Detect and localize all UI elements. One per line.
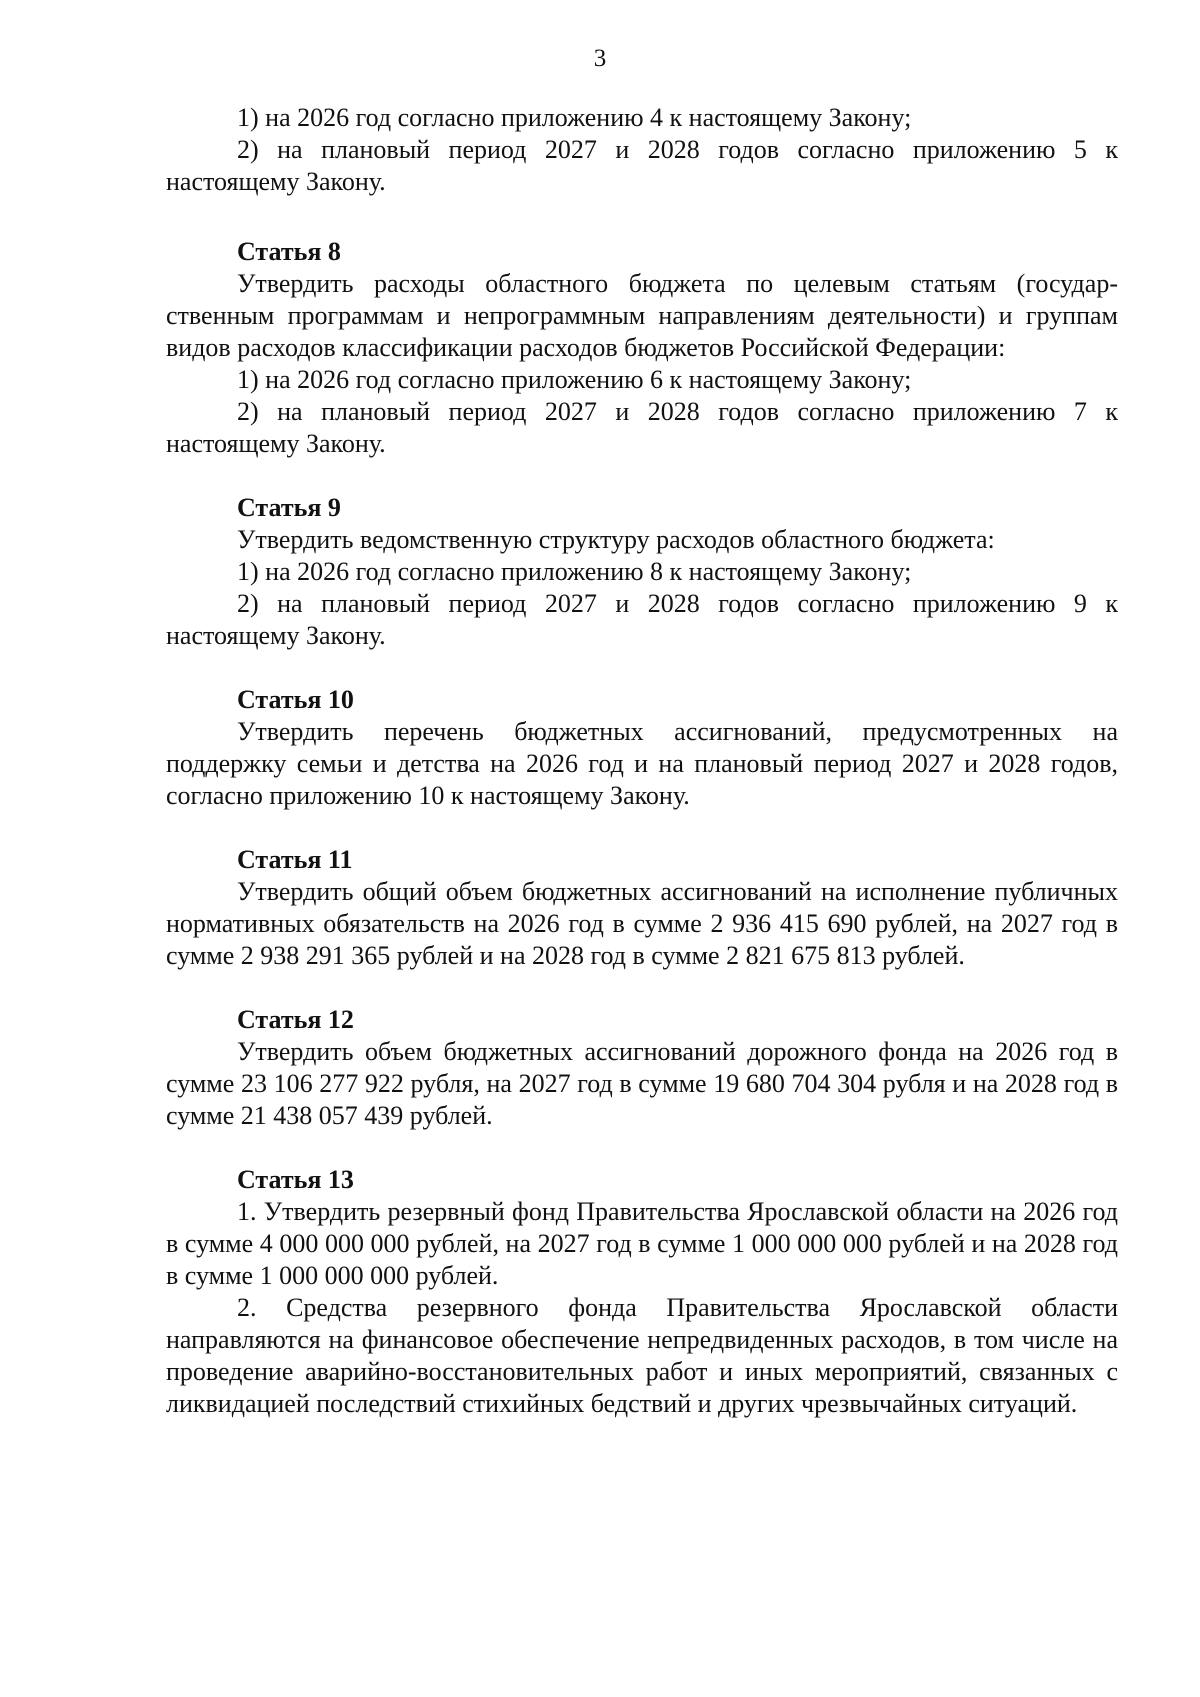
paragraph: 2) на плановый период 2027 и 2028 годов согласно приложению 5 к настоящему Закону. (166, 135, 1118, 196)
paragraph: 1) на 2026 год согласно приложению 8 к настоящему Закону; (237, 557, 912, 586)
paragraph: Утвердить общий объем бюджетных ассигнований на исполнение публичных нормативных обязательств на 2026 год в сумме 2 936 415 690 рублей, на 2027 год в сумме 2 938 291 365 рублей и на 2028 год в сумме 2 821 675 813 рублей. (166, 877, 1118, 970)
paragraph: Утвердить перечень бюджетных ассигнований, предусмотренных на поддержку семьи и детства на 2026 год и на плановый период 2027 и 2028 годов, согласно приложению 10 к настоящему Закону. (166, 717, 1118, 810)
document-body (166, 102, 1118, 1452)
paragraph: 1) на 2026 год согласно приложению 6 к настоящему Закону; (237, 365, 912, 394)
intro-section (166, 102, 1118, 198)
paragraph: 1. Утвердить резервный фонд Правительства Ярославской области на 2026 год в сумме 4 000 000 000 рублей, на 2027 год в сумме 1 000 000 000 рублей и на 2028 год в сумме 1 000 000 000 рублей. (166, 1197, 1118, 1290)
article-8 (166, 236, 1118, 460)
paragraph: Утвердить расходы областного бюджета по целевым статьям (государственным программам и непрограммным направлениям деятельности) и группам видов расходов классификации расходов бюджетов Российской Федерации: (166, 269, 1118, 362)
paragraph: 2) на плановый период 2027 и 2028 годов согласно приложению 7 к настоящему Закону. (166, 397, 1118, 458)
article-11 (166, 844, 1118, 972)
article-heading: Статья 8 (237, 237, 341, 266)
paragraph: 2) на плановый период 2027 и 2028 годов согласно приложению 9 к настоящему Закону. (166, 589, 1118, 650)
paragraph: 1) на 2026 год согласно приложению 4 к настоящему Закону; (237, 103, 912, 132)
article-heading: Статья 11 (237, 845, 353, 874)
article-12 (166, 1004, 1118, 1132)
article-heading: Статья 10 (237, 685, 354, 714)
article-heading: Статья 13 (237, 1165, 354, 1194)
article-heading: Статья 12 (237, 1005, 354, 1034)
article-10 (166, 684, 1118, 812)
page-number: 3 (593, 45, 607, 72)
article-heading: Статья 9 (237, 493, 341, 522)
paragraph: 2. Средства резервного фонда Правительства Ярославской области направляются на финансовое обеспечение непредвиденных расходов, в том числе на проведение аварийно-восстановительных работ и иных мероприятий, связанных с ликвидацией последствий стихийных бедствий и других чрезвычайных ситуаций. (166, 1293, 1118, 1418)
paragraph: Утвердить ведомственную структуру расходов областного бюджета: (237, 525, 995, 554)
paragraph: Утвердить объем бюджетных ассигнований дорожного фонда на 2026 год в сумме 23 106 277 922 рубля, на 2027 год в сумме 19 680 704 304 рубля и на 2028 год в сумме 21 438 057 439 рублей. (166, 1037, 1118, 1130)
article-9 (166, 492, 1118, 652)
article-13 (166, 1164, 1118, 1420)
